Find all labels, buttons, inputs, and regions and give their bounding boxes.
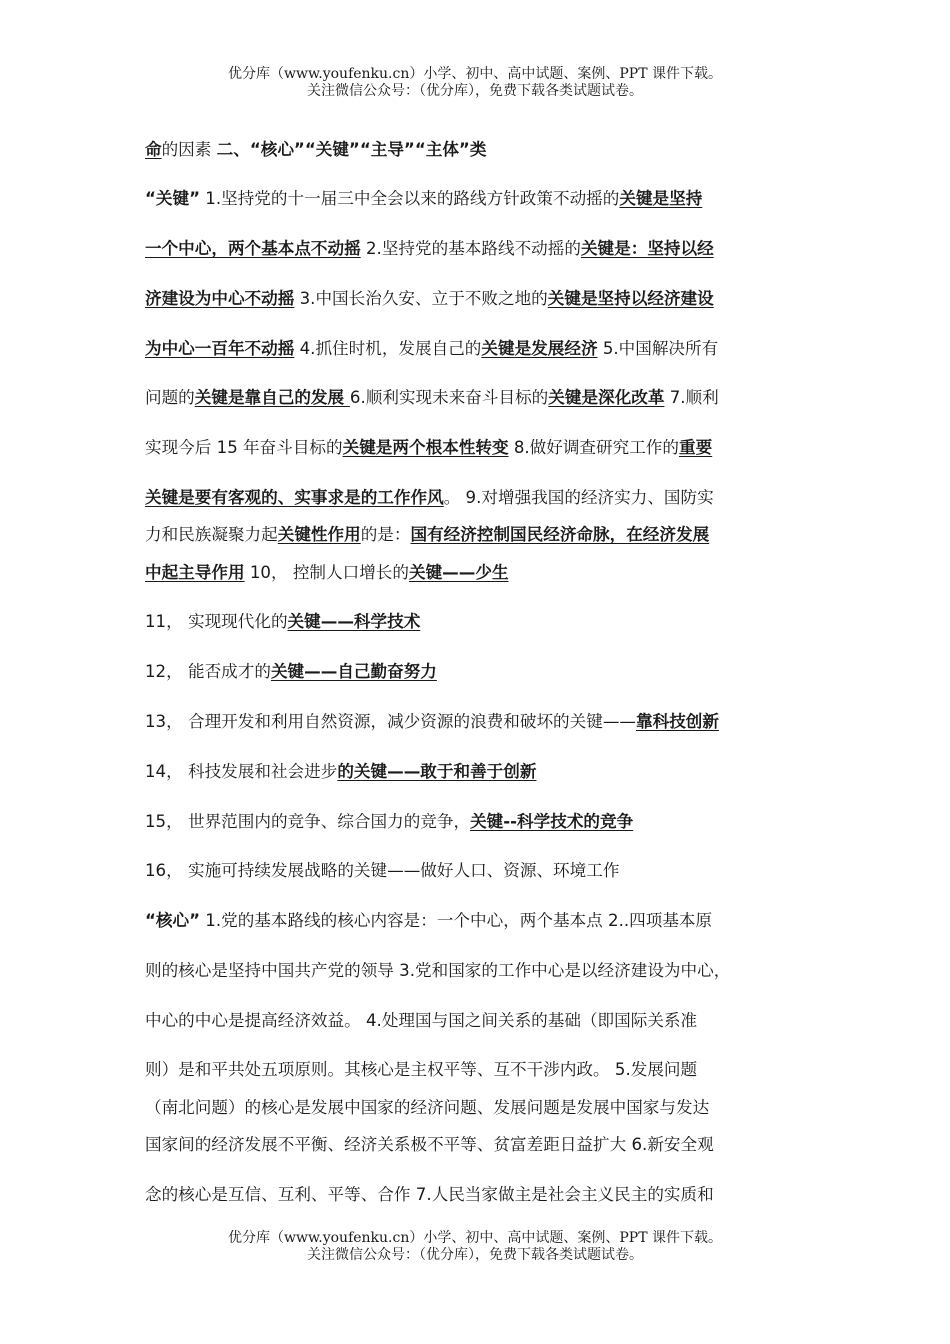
body-line: 济建设为中心不动摇 3.中国长治久安、立于不败之地的关键是坚持以经济建设	[145, 289, 714, 308]
body-line: 念的核心是互信、互利、平等、合作 7.人民当家做主是社会主义民主的实质和	[145, 1185, 714, 1204]
body-line: 国家间的经济发展不平衡、经济关系极不平等、贫富差距日益扩大 6.新安全观	[145, 1135, 714, 1154]
body-line: 为中心一百年不动摇 4.抓住时机，发展自己的关键是发展经济 5.中国解决所有	[145, 339, 719, 358]
list-item: 11， 实现现代化的关键——科学技术	[145, 612, 421, 631]
footer-line-1: 优分库（www.youfenku.cn）小学、初中、高中试题、案例、PPT 课件下载。	[227, 1230, 722, 1246]
body-line: “关键” 1.坚持党的十一届三中全会以来的路线方针政策不动摇的关键是坚持	[145, 189, 703, 208]
list-item: 15， 世界范围内的竞争、综合国力的竞争，关键--科学技术的竞争	[145, 812, 634, 831]
body-line: 力和民族凝聚力起关键性作用的是：国有经济控制国民经济命脉，在经济发展	[145, 525, 710, 544]
body-line: 中起主导作用 10， 控制人口增长的关键——少生	[145, 563, 509, 582]
header-line-1: 优分库（www.youfenku.cn）小学、初中、高中试题、案例、PPT 课件下载。	[227, 66, 722, 82]
body-line: 一个中心，两个基本点不动摇 2.坚持党的基本路线不动摇的关键是：坚持以经	[145, 239, 714, 258]
list-item: 14， 科技发展和社会进步的关键——敢于和善于创新	[145, 762, 537, 781]
body-line: 命的因素 二、“核心”“关键”“主导”“主体”类	[145, 140, 487, 159]
body-line: 中心的中心是提高经济效益。 4.处理国与国之间关系的基础（即国际关系准	[145, 1011, 698, 1030]
body-line: 关键是要有客观的、实事求是的工作作风。 9.对增强我国的经济实力、国防实	[145, 488, 714, 507]
body-line: “核心” 1.党的基本路线的核心内容是：一个中心，两个基本点 2..四项基本原	[145, 911, 713, 930]
list-item: 16， 实施可持续发展战略的关键——做好人口、资源、环境工作	[145, 861, 620, 880]
body-line: 则的核心是坚持中国共产党的领导 3.党和国家的工作中心是以经济建设为中心，	[145, 961, 731, 980]
footer-line-2: 关注微信公众号：（优分库），免费下载各类试题试卷。	[307, 1247, 643, 1263]
list-item: 13， 合理开发和利用自然资源，减少资源的浪费和破坏的关键——靠科技创新	[145, 712, 719, 731]
body-line: 实现今后 15 年奋斗目标的关键是两个根本性转变 8.做好调查研究工作的重要	[145, 438, 713, 457]
body-line: 问题的关键是靠自己的发展 6.顺利实现未来奋斗目标的关键是深化改革 7.顺利	[145, 388, 719, 407]
page-footer	[0, 1230, 950, 1264]
body-line: （南北问题）的核心是发展中国家的经济问题、发展问题是发展中国家与发达	[145, 1098, 710, 1117]
list-item: 12， 能否成才的关键——自己勤奋努力	[145, 662, 437, 681]
page-header	[0, 66, 950, 100]
body-line: 则）是和平共处五项原则。其核心是主权平等、互不干涉内政。 5.发展问题	[145, 1060, 698, 1079]
header-line-2: 关注微信公众号：（优分库），免费下载各类试题试卷。	[307, 83, 643, 99]
